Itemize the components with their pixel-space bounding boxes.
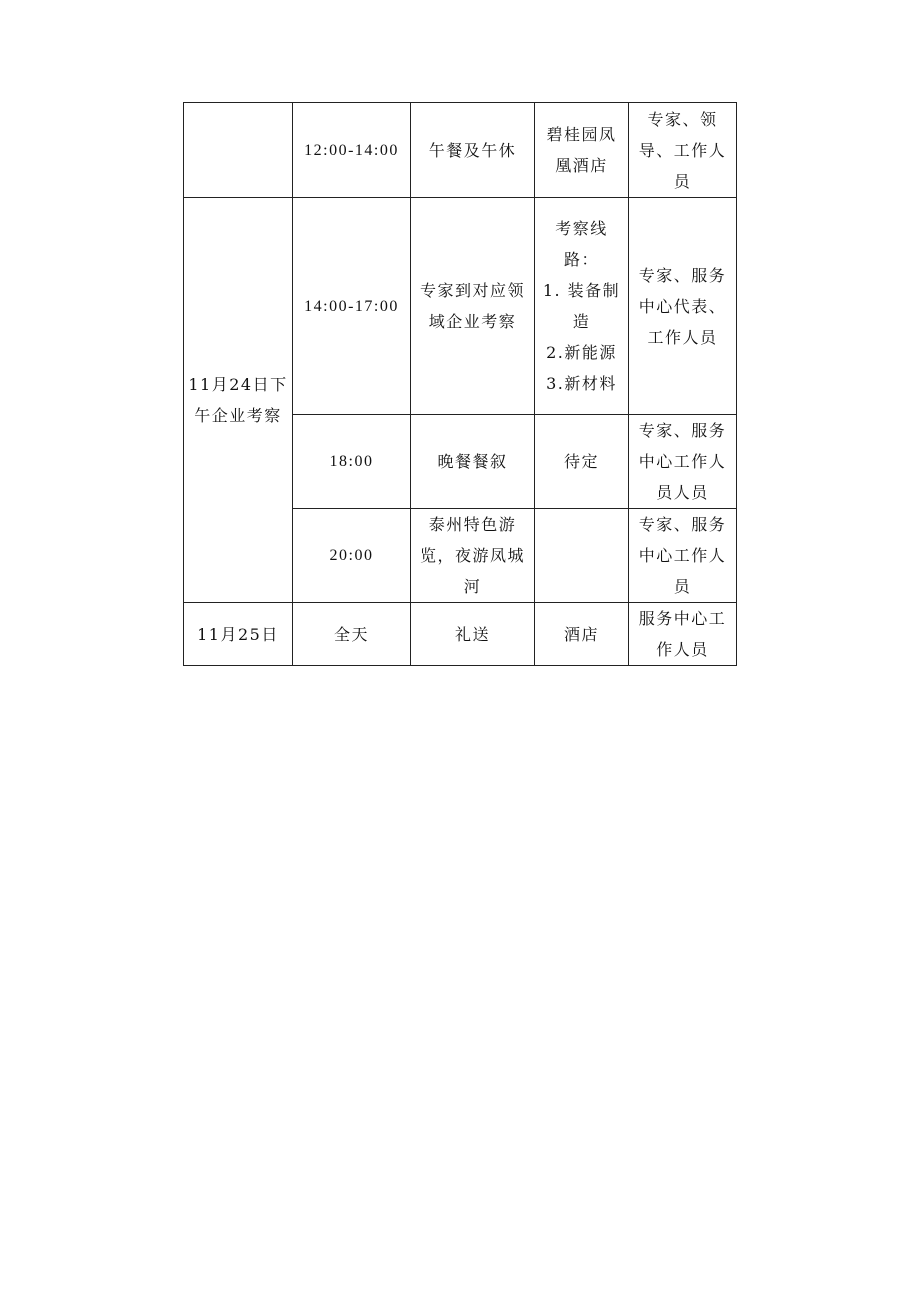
- location-cell: 酒店: [535, 603, 629, 666]
- location-cell: 待定: [535, 415, 629, 509]
- location-cell: [535, 509, 629, 603]
- participants-cell: 服务中心工作人员: [629, 603, 737, 666]
- participants-cell: 专家、领导、工作人员: [629, 103, 737, 198]
- time-cell: 20:00: [293, 509, 411, 603]
- time-cell: 12:00-14:00: [293, 103, 411, 198]
- date-cell: [184, 103, 293, 198]
- participants-cell: 专家、服务中心代表、工作人员: [629, 198, 737, 415]
- location-cell: [535, 198, 629, 415]
- participants-cell: 专家、服务中心工作人员: [629, 509, 737, 603]
- location-line: 2.新能源: [546, 343, 617, 362]
- time-cell: 14:00-17:00: [293, 198, 411, 415]
- location-line: 造: [572, 312, 591, 331]
- location-cell: 碧桂园凤凰酒店: [535, 103, 629, 198]
- table-row: [184, 603, 737, 666]
- activity-cell: 午餐及午休: [411, 103, 535, 198]
- table-row: [184, 198, 737, 415]
- location-line: 1. 装备制: [542, 281, 621, 300]
- location-line: 考察线: [555, 219, 608, 238]
- activity-cell: 晚餐餐叙: [411, 415, 535, 509]
- date-cell: 11月24日下午企业考察: [184, 198, 293, 603]
- table-row: [184, 103, 737, 198]
- activity-cell: 专家到对应领域企业考察: [411, 198, 535, 415]
- activity-cell: 泰州特色游览，夜游凤城河: [411, 509, 535, 603]
- schedule-table: [183, 102, 737, 666]
- date-cell: 11月25日: [184, 603, 293, 666]
- time-cell: 全天: [293, 603, 411, 666]
- location-line: 路：: [563, 250, 599, 269]
- participants-cell: 专家、服务中心工作人员人员: [629, 415, 737, 509]
- location-line: 3.新材料: [546, 374, 617, 393]
- time-cell: 18:00: [293, 415, 411, 509]
- activity-cell: 礼送: [411, 603, 535, 666]
